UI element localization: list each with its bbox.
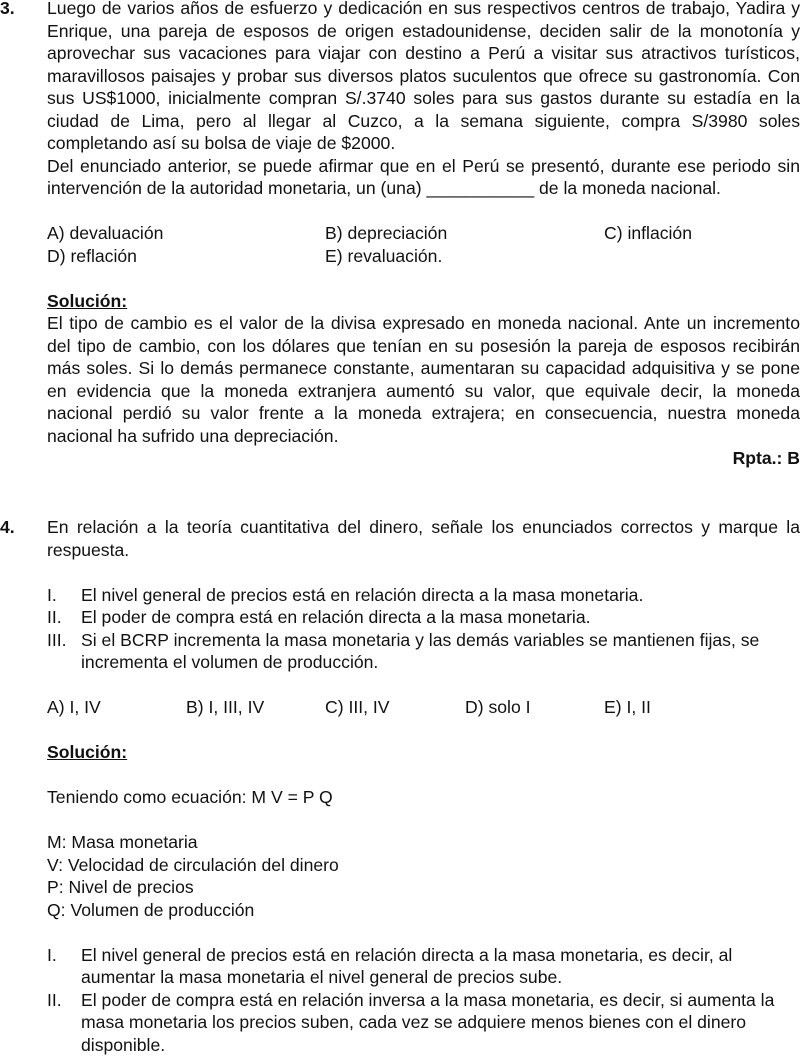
solution-text: El tipo de cambio es el valor de la divisa expresado en moneda nacional. Ante un incremento del tipo de cambio, con los dólares que tenían en su posesión la pareja de esposos recibirán más soles. Si lo demás permanece constante, aumentaran su capacidad adquisitiva y se pone en evidencia que la moneda extranjera aumentó su valor, que equivale decir, la moneda nacional perdió su valor frente a la moneda extrajera; en consecuencia, nuestra moneda nacional ha sufrido una depreciación. [47,313,800,446]
answer-label: Rpta.: B [732,448,800,468]
statement-item [47,584,800,607]
explanation-item [47,944,800,989]
explanation-numeral: II. [47,989,62,1010]
options-row [47,222,800,245]
statement-text: El poder de compra está en relación directa a la masa monetaria. [81,607,591,627]
option-a: A) I, IV [47,697,101,717]
explanation-item [47,989,800,1057]
explanations-list [47,944,800,1057]
option-c: C) III, IV [325,697,390,717]
question-number: 3. [0,0,15,18]
statement-item [47,606,800,629]
question-paragraph: Del enunciado anterior, se puede afirmar que en el Perú se presentó, durante ese periodo sin intervención de la autoridad monetaria, un (una) ___________ de la moneda nacional. [47,155,800,198]
statement-numeral: III. [47,629,67,650]
equation-line: Teniendo como ecuación: M V = P Q [47,787,333,807]
solution-title: Solución: [47,290,128,311]
option-b: B) depreciación [325,223,448,243]
option-b: B) I, III, IV [186,697,265,717]
statement-numeral: II. [47,607,62,627]
explanation-text: El nivel general de precios está en relación directa a la masa monetaria, es decir, al aumentar la masa monetaria el nivel general de precios sube. [81,944,733,987]
explanation-numeral: I. [47,944,57,965]
question-body [47,0,800,470]
definition-line: V: Velocidad de circulación del dinero [47,854,339,875]
question-body [47,516,800,1056]
option-c: C) inflación [604,223,693,243]
statement-item [47,629,800,674]
question-number: 4. [0,517,15,537]
explanation-text: El poder de compra está en relación inversa a la masa monetaria, es decir, si aumenta la masa monetaria los precios suben, cada vez se adquiere menos bienes con el dinero disponible. [81,989,775,1055]
question-prompt: En relación a la teoría cuantitativa del dinero, señale los enunciados correctos y marque la respuesta. [47,517,800,560]
statements-list [47,584,800,674]
statement-text: El nivel general de precios está en relación directa a la masa monetaria. [81,584,644,605]
options-row [47,245,800,268]
question-paragraph: Luego de varios años de esfuerzo y dedicación en sus respectivos centros de trabajo, Yadira y Enrique, una pareja de esposos de origen estadounidense, deciden salir de la monotonía y aprovechar sus vacaciones para viajar con destino a Perú a visitar sus atractivos turísticos, maravillosos paisajes y probar sus diversos platos suculentos que ofrece su gastronomía. Con sus US$1000, inicialmente compran S/.3740 soles para sus gastos durante su estadía en la ciudad de Lima, pero al llegar al Cuzco, a la semana siguiente, compra S/3980 soles completando así su bolsa de viaje de $2000. [47,0,800,153]
statement-numeral: I. [47,584,57,605]
solution-title: Solución: [47,742,128,762]
options-row [47,696,800,719]
definition-line: M: Masa monetaria [47,832,198,852]
option-e: E) I, II [604,697,651,717]
option-a: A) devaluación [47,223,164,243]
option-e: E) revaluación. [325,245,443,266]
option-d: D) reflación [47,245,137,266]
option-d: D) solo I [465,697,531,717]
definition-line: Q: Volumen de producción [47,899,255,920]
definition-line: P: Nivel de precios [47,877,194,897]
statement-text: Si el BCRP incrementa la masa monetaria y las demás variables se mantienen fijas, se incrementa el volumen de producción. [81,629,760,672]
